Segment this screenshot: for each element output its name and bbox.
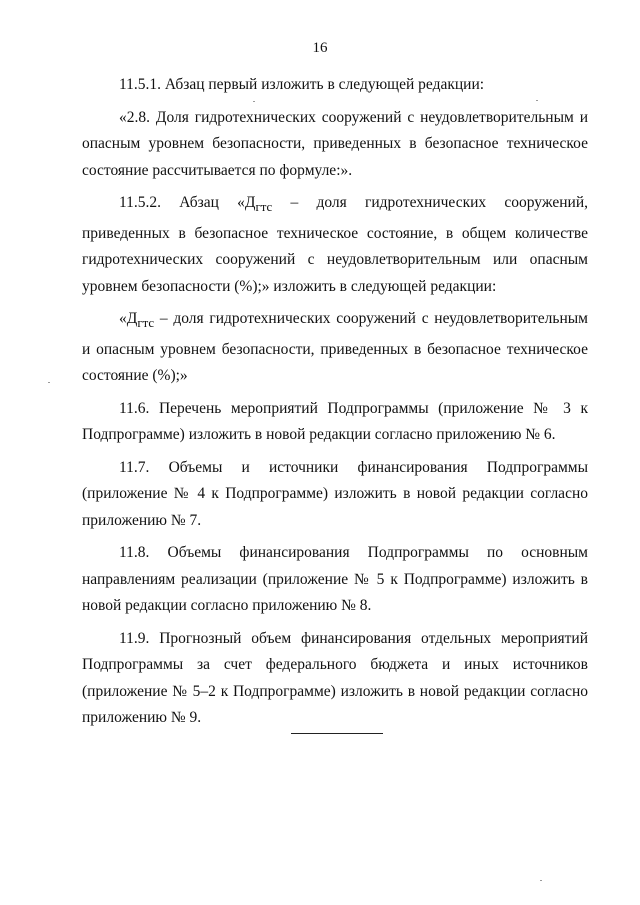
paragraph-text-start: «Д — [119, 310, 138, 328]
scan-speck — [540, 880, 542, 881]
paragraph-11-9: 11.9. Прогнозный объем финансирования отдельных мероприятий Подпрограммы за счет федерального бюджета и иных источников (приложение № 5–2 к Подпрограмме) изложить в новой редакции согласно приложению № 9. — [82, 629, 588, 727]
paragraph-text-end: – доля гидротехнических сооружений, приведенных в безопасное техническое состояние, в общем количестве гидротехнических сооружений с неудовлетворительным или опасным уровнем безопасности (%);» изложить в следующей редакции: — [82, 194, 588, 295]
paragraph-11-5-2 — [82, 190, 588, 300]
paragraph-11-6: 11.6. Перечень мероприятий Подпрограммы (приложение № 3 к Подпрограмме) изложить в новой редакции согласно приложению № 6. — [82, 399, 588, 444]
paragraph-text-start: 11.5.2. Абзац «Д — [119, 194, 256, 211]
paragraph-11-5-1: 11.5.1. Абзац первый изложить в следующей редакции: — [119, 76, 485, 93]
scan-speck — [253, 101, 255, 102]
end-separator-line — [291, 733, 383, 734]
paragraph-11-8: 11.8. Объемы финансирования Подпрограммы по основным направлениям реализации (приложение № 5 к Подпрограмме) изложить в новой редакции согласно приложению № 8. — [82, 544, 588, 615]
page-number: 16 — [312, 40, 328, 56]
document-body — [82, 72, 588, 738]
paragraph-quote-d-gts — [82, 306, 588, 390]
paragraph-quote-2-8: «2.8. Доля гидротехнических сооружений с неудовлетворительным и опасным уровнем безопасности, приведенных в безопасное техническое состояние рассчитывается по формуле:». — [82, 108, 588, 179]
subscript-gts: гтс — [137, 315, 155, 331]
paragraph-text-end: – доля гидротехнических сооружений с неудовлетворительным и опасным уровнем безопасности, приведенных в безопасное техническое состояние (%);» — [82, 310, 588, 385]
subscript-gts: гтс — [255, 199, 273, 215]
scan-speck — [48, 382, 50, 383]
scan-speck — [536, 100, 538, 101]
paragraph-11-7: 11.7. Объемы и источники финансирования Подпрограммы (приложение № 4 к Подпрограмме) изложить в новой редакции согласно приложению № 7. — [82, 458, 588, 529]
